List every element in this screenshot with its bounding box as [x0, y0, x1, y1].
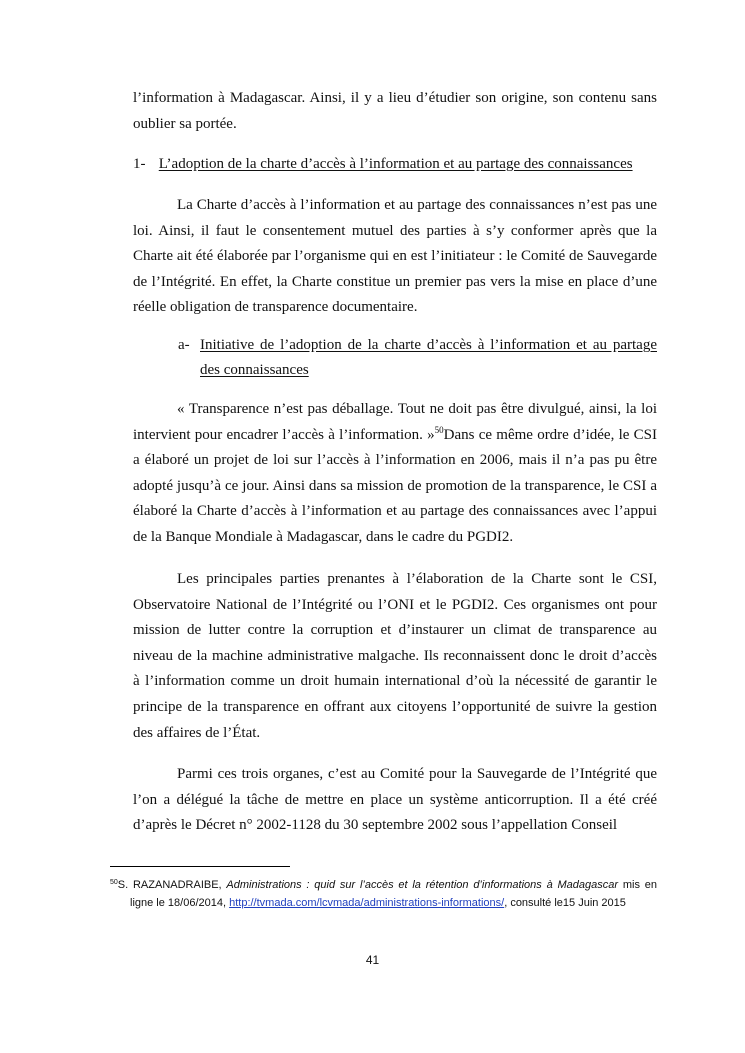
footnote [110, 876, 657, 912]
paragraph-3: Les principales parties prenantes à l’élaboration de la Charte sont le CSI, Observatoire National de l’Intégrité ou l’ONI et le PGDI2. Ces organismes ont pour mission de lutter contre la corruption et d’instaurer un climat de transparence au niveau de la machine administrative malgache. Ils reconnaissent donc le droit d’accès à l’information comme un droit humain international d’où la nécessité de garantir le principe de la transparence en offrant aux citoyens l’opportunité de suivre la gestion des affaires de l’État. [133, 571, 657, 741]
footnote-link[interactable]: http://tvmada.com/lcvmada/administrations-informations/ [229, 897, 505, 909]
quote-text: « Transparence n’est pas déballage. Tout ne doit pas être divulgué, ainsi, la loi intervient pour encadrer l’accès à l’information. » [133, 401, 657, 443]
footnote-author: S. RAZANADRAIBE, [117, 879, 227, 891]
footnote-number: 50 [110, 879, 118, 886]
footnote-middle: mis en ligne le 18/06/2014, [130, 879, 657, 909]
footnote-reference[interactable]: 50 [434, 424, 444, 435]
footnote-title: Administrations : quid sur l’accès et la rétention d’informations à Madagascar [226, 879, 619, 891]
footnote-divider [110, 866, 290, 867]
footnote-end: , consulté le15 Juin 2015 [504, 897, 626, 909]
section-heading [133, 152, 657, 177]
paragraph-2-body: Dans ce même ordre d’idée, le CSI a élaboré un projet de loi sur l’accès à l’information en 2006, mais il n’a pas pu être adopté jusqu’à ce jour. Ainsi dans sa mission de promotion de la transparence, le CSI a élaboré la Charte d’accès à l’information et au partage des connaissances avec l’appui de la Banque Mondiale à Madagascar, dans le cadre du PGDI2. [133, 426, 657, 545]
paragraph-2 [133, 397, 657, 551]
intro-paragraph: l’information à Madagascar. Ainsi, il y a lieu d’étudier son origine, son contenu sans oublier sa portée. [133, 90, 657, 132]
subsection-heading [178, 333, 657, 383]
paragraph-4: Parmi ces trois organes, c’est au Comité pour la Sauvegarde de l’Intégrité que l’on a délégué la tâche de mettre en place un système anticorruption. Il a été créé d’après le Décret n° 2002-1128 du 30 septembre 2002 sous l’appellation Conseil [133, 766, 657, 834]
page-number: 41 [365, 953, 380, 967]
paragraph-1: La Charte d’accès à l’information et au partage des connaissances n’est pas une loi. Ainsi, il faut le consentement mutuel des parties à s’y conformer après que la Charte ait été élaborée par l’organisme qui en est l’initiateur : le Comité de Sauvegarde de l’Intégrité. En effet, la Charte constitue un premier pas vers la mise en place d’une réelle obligation de transparence documentaire. [133, 197, 657, 316]
subsection-title: Initiative de l’adoption de la charte d’accès à l’information et au partage des connaissances [200, 337, 657, 378]
subsection-letter: a- [178, 337, 190, 353]
section-number: 1- [133, 156, 146, 172]
section-title: L’adoption de la charte d’accès à l’information et au partage des connaissances [158, 156, 633, 172]
